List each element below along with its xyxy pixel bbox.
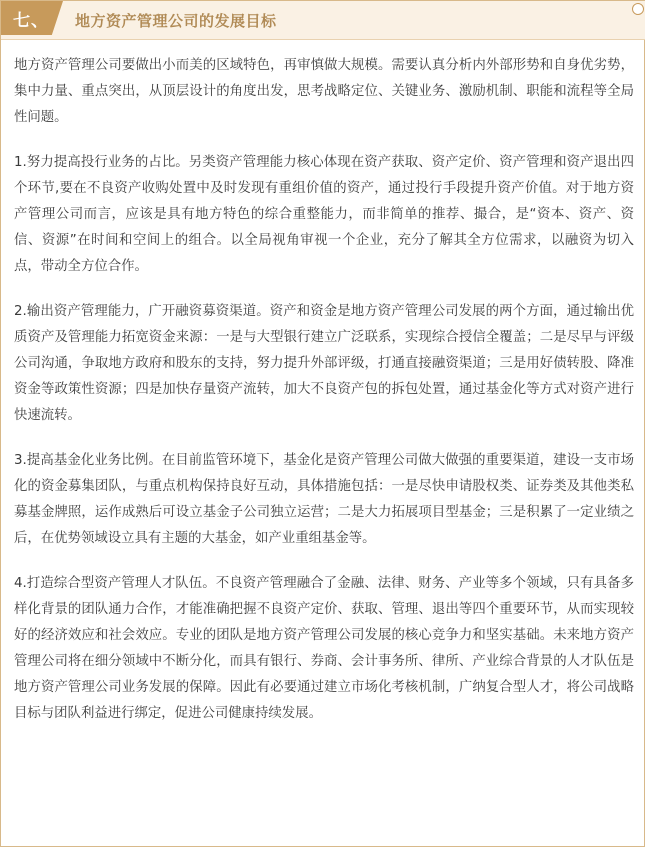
- paragraph-4: 4.打造综合型资产管理人才队伍。不良资产管理融合了金融、法律、财务、产业等多个领域，只有具备多样化背景的团队通力合作，才能准确把握不良资产定价、获取、管理、退出等四个重要环节，从而实现较好的经济效应和社会效应。专业的团队是地方资产管理公司发展的核心竞争力和坚实基础。未来地方资产管理公司将在细分领域中不断分化，而具有银行、券商、会计事务所、律所、产业综合背景的人才队伍是地方资产管理公司业务发展的保障。因此有必要通过建立市场化考核机制，广纳复合型人才，将公司战略目标与团队利益进行绑定，促进公司健康持续发展。: [14, 576, 634, 721]
- section-number: 七、: [13, 11, 49, 31]
- article-body: [14, 53, 634, 746]
- paragraph-intro: 地方资产管理公司要做出小而美的区域特色，再审慎做大规模。需要认真分析内外部形势和自身优劣势，集中力量、重点突出，从顶层设计的角度出发，思考战略定位、关键业务、激励机制、职能和流程等全局性问题。: [14, 58, 634, 125]
- paragraph-2: 2.输出资产管理能力，广开融资募资渠道。资产和资金是地方资产管理公司发展的两个方面，通过输出优质资产及管理能力拓宽资金来源：一是与大型银行建立广泛联系，实现综合授信全覆盖；二是尽早与评级公司沟通，争取地方政府和股东的支持，努力提升外部评级，打通直接融资渠道；三是用好债转股、降准资金等政策性资源；四是加快存量资产流转，加大不良资产包的拆包处置，通过基金化等方式对资产进行快速流转。: [14, 304, 634, 423]
- section-title: 地方资产管理公司的发展目标: [75, 12, 277, 30]
- corner-ornament-icon: [632, 3, 644, 15]
- paragraph-3: 3.提高基金化业务比例。在目前监管环境下，基金化是资产管理公司做大做强的重要渠道，建设一支市场化的资金募集团队，与重点机构保持良好互动，具体措施包括：一是尽快申请股权类、证券类及其他类私募基金牌照，运作成熟后可设立基金子公司独立运营；二是大力拓展项目型基金；三是积累了一定业绩之后，在优势领域设立具有主题的大基金，如产业重组基金等。: [14, 453, 634, 546]
- paragraph-1: 1.努力提高投行业务的占比。另类资产管理能力核心体现在资产获取、资产定价、资产管理和资产退出四个环节,要在不良资产收购处置中及时发现有重组价值的资产，通过投行手段提升资产价值。对于地方资产管理公司而言，应该是具有地方特色的综合重整能力，而非简单的推荐、撮合，是“资本、资产、资信、资源”在时间和空间上的组合。以全局视角审视一个企业，充分了解其全方位需求，以融资为切入点，带动全方位合作。: [14, 155, 634, 274]
- section-header: [1, 1, 645, 40]
